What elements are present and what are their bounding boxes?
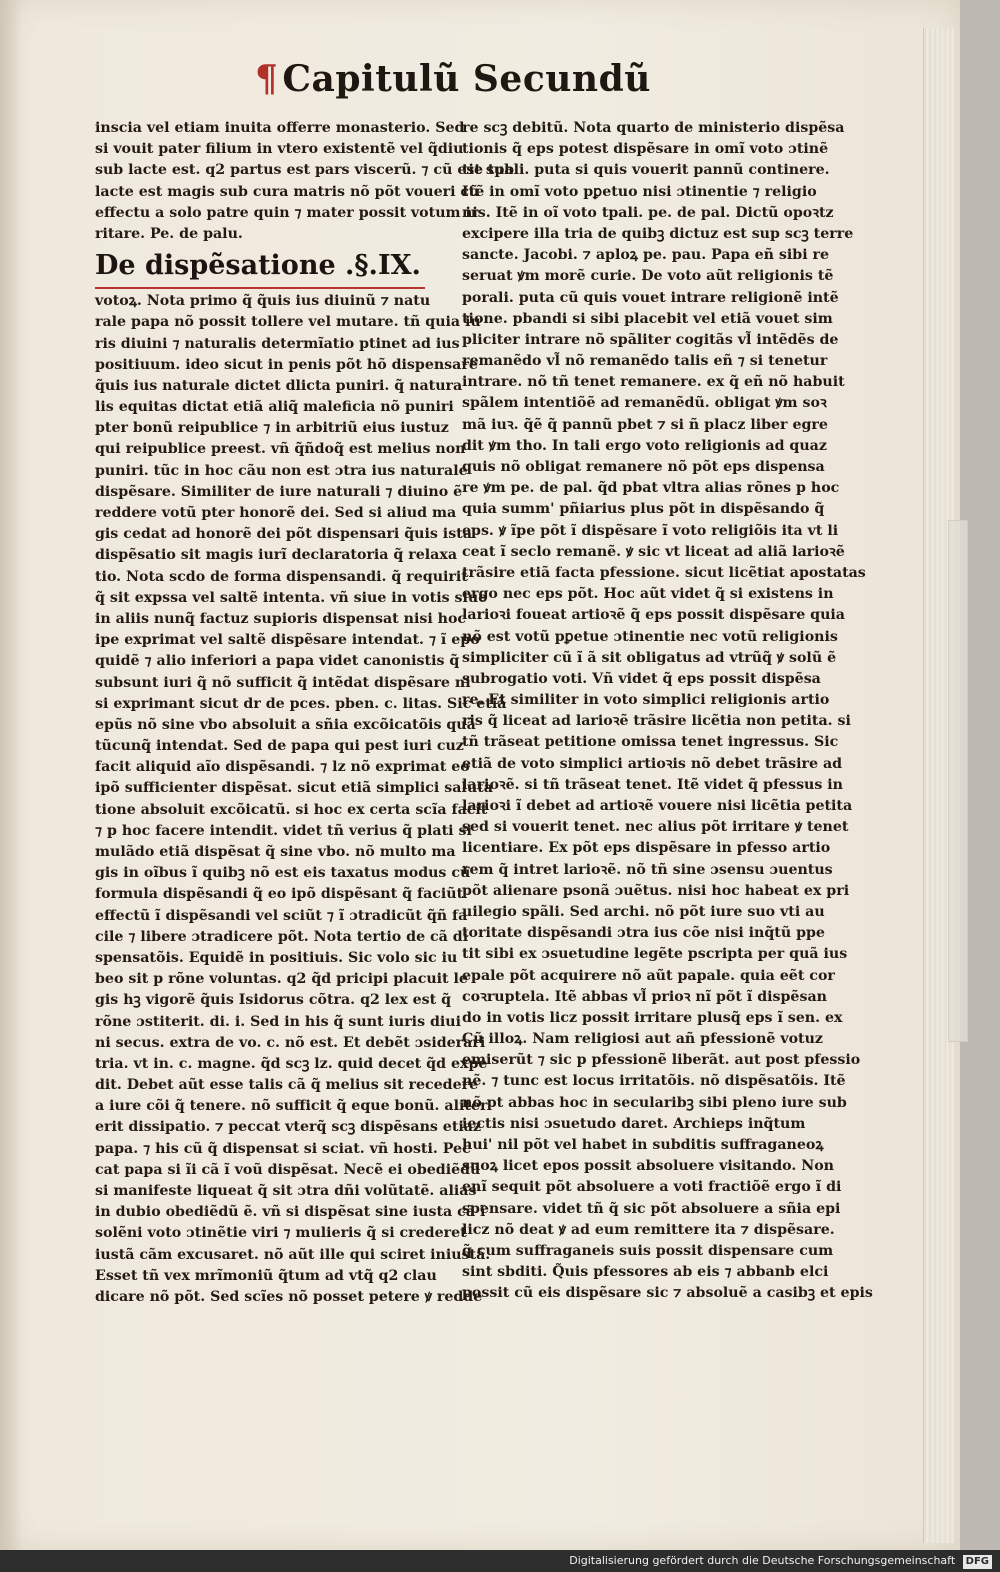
- left-column: [95, 118, 515, 1308]
- text-line: iustã cãm excusaret. nõ aũt ille qui sciret iniustã.: [95, 1246, 491, 1263]
- text-line: seruat ꝟm morẽ curie. De voto aũt religionis tẽ: [462, 268, 834, 285]
- text-line: gis in oĩbus ĩ quibꝫ nõ est eis taxatus modus cũ: [95, 865, 471, 882]
- text-line: tit sibi ex ɔsuetudine legẽte pscripta per quã ius: [462, 946, 848, 963]
- text-line: mã iuꝛ. q̃ẽ q̃ pannũ pbet ⁊ si ñ placz liber egre: [462, 416, 828, 433]
- paper-slip: [948, 520, 968, 1042]
- digitization-footer: [0, 1550, 1000, 1572]
- text-line: dit ꝟm tho. In tali ergo voto religionis ad quaz: [462, 437, 827, 454]
- text-line: rale papa nõ possit tollere vel mutare. tñ quia iu: [95, 314, 481, 331]
- section-heading-text: De dispẽsatione .§.IX.: [95, 250, 421, 282]
- text-line: effectu a solo patre quin ⁊ mater possit votum ir: [95, 204, 479, 221]
- text-line: tria. vt in. c. magne. q̃d scꝫ lz. quid decet q̃d expe: [95, 1055, 488, 1072]
- text-line: positiuum. ideo sicut in penis põt hõ dispensare: [95, 356, 478, 373]
- text-line: porali. puta cũ quis vouet intrare religionẽ intẽ: [462, 289, 839, 306]
- text-line: Cũ illoꝝ. Nam religiosi aut añ pfessionẽ votuz: [462, 1031, 823, 1048]
- text-line: dispẽsatio sit magis iurĩ declaratoria q̃ relaxa: [95, 547, 458, 564]
- text-line: nõ est votũ pꝑetue ɔtinentie nec votũ religionis: [462, 628, 838, 645]
- text-line: excipere illa tria de quibꝫ dictuz est sup scꝫ terre: [462, 225, 854, 242]
- text-line: sancte. Jacobi. ⁊ aploꝝ pe. pau. Papa eñ sibi re: [462, 247, 830, 264]
- text-line: puniri. tũc in hoc cãu non est ɔtra ius naturale: [95, 462, 468, 479]
- text-line: uilegio spãli. Sed archi. nõ põt iure suo vti au: [462, 903, 825, 920]
- text-line: spãlem intentiõẽ ad remanẽdũ. obligat ꝟm soꝛ: [462, 395, 827, 412]
- text-line: a iure cõi q̃ tenere. nõ sufficit q̃ eque bonũ. aliter: [95, 1098, 488, 1115]
- text-line: larioꝛẽ. si tñ trãseat tenet. Itẽ videt q̃ pfessus in: [462, 776, 843, 793]
- text-line: re ꝟm pe. de pal. q̃d pbat vltra alias rõnes p hoc: [462, 480, 840, 497]
- text-line: subrogatio voti. Vñ videt q̃ eps possit dispẽsa: [462, 670, 821, 687]
- text-line: ni secus. extra de vo. c. nõ est. Et debẽt ɔsiderari: [95, 1034, 486, 1051]
- text-line: dispẽsare. Similiter de iure naturali ⁊ diuino ẽ: [95, 483, 463, 500]
- text-line: quia summ' pñiarius plus põt in dispẽsando q̃: [462, 501, 825, 518]
- text-line: sed si vouerit tenet. nec alius põt irritare ꝟ tenet: [462, 819, 849, 836]
- text-line: qui reipublice preest. vñ q̃ñdoq̃ est melius non: [95, 441, 466, 458]
- text-line: q̃ cum suffraganeis suis possit dispensare cum: [462, 1242, 834, 1259]
- page-gutter: [0, 0, 22, 1550]
- text-line: gis hꝫ vigorẽ q̃uis Isidorus cõtra. q2 lex est q̃: [95, 992, 452, 1009]
- text-line: lis equitas dictat etiã aliq̃ maleficia nõ puniri: [95, 399, 454, 416]
- text-line: si manifeste liqueat q̃ sit ɔtra dñi volũtatẽ. alias: [95, 1183, 477, 1199]
- text-line: etiã de voto simplici artioꝛis nõ debet trãsire ad: [462, 755, 843, 772]
- left-top-block: [95, 118, 515, 245]
- text-line: rõne ɔstiterit. di. i. Sed in his q̃ sunt iuris diui: [95, 1013, 462, 1030]
- text-line: ipõ sufficienter dispẽsat. sicut etiã simplici saluta: [95, 780, 493, 797]
- text-line: simpliciter cũ ĩ ã sit obligatus ad vtrũq̃ ꝟ solũ ẽ: [462, 649, 837, 666]
- text-line: ⁊ p hoc facere intendit. videt tñ verius q̃ plati si: [95, 822, 472, 839]
- text-line: mulãdo etiã dispẽsat q̃ sine vbo. nõ multo ma: [95, 844, 456, 860]
- text-line: in aliis nunq̃ factuz supioris dispensat nisi hoc: [95, 610, 467, 627]
- text-line: gis cedat ad honorẽ dei põt dispensari q̃uis ista: [95, 526, 472, 543]
- text-line: re scꝫ debitũ. Nota quarto de ministerio dispẽsa: [462, 120, 845, 136]
- text-line: tione. pbandi si sibi placebit vel etiã vouet sim: [462, 310, 833, 327]
- text-line: erit dissipatio. ⁊ peccat vterq̃ scꝫ dispẽsans etiaz: [95, 1119, 482, 1136]
- text-line: trãsire etiã facta pfessione. sicut licẽtiat apostatas: [462, 564, 866, 581]
- text-line: reddere votũ pter honorẽ dei. Sed si aliud ma: [95, 505, 457, 521]
- running-head-text: Capitulũ Secundũ: [282, 58, 651, 100]
- text-line: epũs nõ sine vbo absoluit a sñia excõicatõis quã: [95, 716, 476, 733]
- text-line: q̃uis ius naturale dictet dlicta puniri. q̃ natura: [95, 377, 463, 394]
- text-line: toritate dispẽsandi ɔtra ius cõe nisi inq̃tũ ppe: [462, 925, 825, 942]
- footer-text: Digitalisierung gefördert durch die Deutsche Forschungsgemeinschaft: [569, 1554, 956, 1567]
- text-line: cat papa si ĩi cã ĩ voũ dispẽsat. Necẽ ei obediẽdũ: [95, 1161, 481, 1178]
- text-line: larioꝛi foueat artioꝛẽ q̃ eps possit dispẽsare quia: [462, 607, 845, 624]
- text-line: Itẽ in omĩ voto pꝑetuo nisi ɔtinentie ⁊ religio: [462, 183, 817, 200]
- text-line: in dubio obediẽdũ ẽ. vñ si dispẽsat sine iusta cã ĩ: [95, 1204, 486, 1221]
- text-line: dit. Debet aũt esse talis cã q̃ melius sit recedere: [95, 1077, 479, 1094]
- text-line: nõ pt abbas hoc in secularibꝫ sibi pleno iure sub: [462, 1094, 847, 1111]
- text-line: ceat ĩ seclo remanẽ. ꝟ sic vt liceat ad aliã larioꝛẽ: [462, 543, 845, 560]
- text-line: hui' nil põt vel habet in subditis suffraganeoꝝ: [462, 1137, 824, 1153]
- text-line: possit cũ eis dispẽsare sic ⁊ absoluẽ a casibꝫ et epis: [462, 1285, 873, 1302]
- text-line: ergo nec eps põt. Hoc aũt videt q̃ si existens in: [462, 586, 834, 603]
- right-column: [462, 118, 873, 1305]
- text-line: effectũ ĩ dispẽsandi vel sciũt ⁊ ĩ ɔtradicũt q̃ñ fa: [95, 907, 468, 924]
- text-line: si vouit pater filium in vtero existentẽ vel q̃diu: [95, 141, 464, 158]
- text-line: rem q̃ intret larioꝛẽ. nõ tñ sine ɔsensu ɔuentus: [462, 861, 833, 878]
- text-line: ritare. Pe. de palu.: [95, 225, 243, 242]
- text-line: sint sbditi. Q̃uis pfessores ab eis ⁊ abbanb elci: [462, 1264, 829, 1281]
- text-line: ipe exprimat vel saltẽ dispẽsare intendat. ⁊ ĩ epo: [95, 632, 480, 649]
- text-line: cile ⁊ libere ɔtradicere põt. Nota tertio de cã di: [95, 928, 469, 945]
- text-line: eps. ꝟ ĩpe põt ĩ dispẽsare ĩ voto religiõis ita vt li: [462, 522, 839, 539]
- text-line: ris diuini ⁊ naturalis determĩatio ptinet ad ius: [95, 335, 460, 352]
- text-line: do in votis licz possit irritare plusq̃ eps ĩ sen. ex: [462, 1009, 843, 1026]
- section-heading: [95, 245, 425, 289]
- text-line: tio. Nota scdo de forma dispensandi. q̃ requirit: [95, 568, 468, 585]
- text-line: tie tpali. puta si quis vouerit pannũ continere.: [462, 162, 830, 179]
- text-line: quis nõ obligat remanere nõ põt eps dispensa: [462, 459, 825, 475]
- text-line: q̃ sit expssa vel saltẽ intenta. vñ siue in votis siue: [95, 589, 488, 606]
- text-line: licz nõ deat ꝟ ad eum remittere ita ⁊ dispẽsare.: [462, 1221, 835, 1238]
- text-line: larioꝛi ĩ debet ad artioꝛẽ vouere nisi licẽtia petita: [462, 798, 853, 814]
- text-line: papa. ⁊ his cũ q̃ dispensat si sciat. vñ hosti. Pec: [95, 1140, 471, 1157]
- text-line: enĩ sequit põt absoluere a voti fractiõẽ ergo ĩ di: [462, 1179, 842, 1196]
- text-line: licentiare. Ex põt eps dispẽsare in pfesso artio: [462, 840, 831, 857]
- text-line: tione absoluit excõicatũ. si hoc ex certa scĩa facit: [95, 801, 488, 818]
- dfg-logo: DFG: [963, 1555, 992, 1569]
- text-line: tũcunq̃ intendat. Sed de papa qui pest iuri cuz: [95, 738, 464, 755]
- text-line: ris q̃ liceat ad larioꝛẽ trãsire licẽtia non petita. si: [462, 713, 851, 730]
- right-body-block: [462, 118, 873, 1305]
- text-line: coꝛruptela. Itẽ abbas vl̃ prioꝛ nĩ põt ĩ dispẽsan: [462, 988, 827, 1005]
- text-line: tionis q̃ eps potest dispẽsare in omĩ voto ɔtinẽ: [462, 141, 829, 158]
- text-line: epale põt acquirere nõ aũt papale. quia eẽt cor: [462, 967, 835, 984]
- text-line: solẽni voto ɔtinẽtie viri ⁊ mulieris q̃ si crederet: [95, 1225, 467, 1242]
- text-line: inscia vel etiam inuita offerre monasterio. Sed: [95, 120, 465, 136]
- text-line: Esset tñ vex mrĩmoniũ q̃tum ad vtq̃ q2 clau: [95, 1267, 437, 1284]
- paragraph-mark-icon: ¶: [255, 58, 279, 100]
- text-line: lacte est magis sub cura matris nõ põt voueri cũ: [95, 183, 480, 200]
- text-line: emiserũt ⁊ sic p pfessionẽ liberãt. aut post pfessio: [462, 1052, 861, 1069]
- text-line: votoꝝ. Nota primo q̃ q̃uis ius diuinũ ⁊ natu: [95, 293, 431, 310]
- text-line: remanẽdo vl̃ nõ remanẽdo talis eñ ⁊ si tenetur: [462, 353, 828, 370]
- text-line: spensatõis. Equidẽ in positiuis. Sic volo sic iu: [95, 949, 458, 966]
- text-line: intrare. nõ tñ tenet remanere. ex q̃ eñ nõ habuit: [462, 374, 845, 391]
- text-line: formula dispẽsandi q̃ eo ipõ dispẽsant q̃ faciũt: [95, 886, 464, 903]
- text-line: nẽ. ⁊ tunc est locus irritatõis. nõ dispẽsatõis. Itẽ: [462, 1073, 846, 1090]
- text-line: nis. Itẽ in oĩ voto tpali. pe. de pal. Dictũ opoꝛtz: [462, 204, 834, 221]
- text-line: põt alienare psonã ɔuẽtus. nisi hoc habeat ex pri: [462, 882, 850, 899]
- text-line: sub lacte est. q2 partus est pars viscerũ. ⁊ cũ est sub: [95, 162, 515, 179]
- running-head: [255, 58, 651, 100]
- left-body-block: [95, 291, 507, 1308]
- text-line: pliciter intrare nõ spãliter cogitãs vl̃ intẽdẽs de: [462, 331, 839, 348]
- text-line: spensare. videt tñ q̃ sic põt absoluere a sñia epi: [462, 1200, 841, 1217]
- text-line: beo sit p rõne voluntas. q2 q̃d pricipi placuit le: [95, 971, 468, 988]
- text-line: dicare nõ põt. Sed scĩes nõ posset petere ꝟ redde: [95, 1288, 483, 1305]
- text-line: pter bonũ reipublice ⁊ in arbitriũ eius iustuz: [95, 420, 449, 437]
- text-line: iectis nisi ɔsuetudo daret. Archieps inq̃tum: [462, 1115, 806, 1132]
- text-line: facit aliquid aĩo dispẽsandi. ⁊ lz nõ exprimat eo: [95, 759, 470, 776]
- text-line: tñ trãseat petitione omissa tenet ingressus. Sic: [462, 734, 839, 751]
- text-line: re. Et similiter in voto simplici religionis artio: [462, 692, 830, 709]
- text-line: quidẽ ⁊ alio inferiori a papa videt canonistis q̃: [95, 653, 460, 670]
- text-line: suoꝝ licet epos possit absoluere visitando. Non: [462, 1158, 834, 1175]
- text-line: si exprimant sicut dr de pces. pben. c. litas. Sic etiã: [95, 695, 507, 712]
- text-line: subsunt iuri q̃ nõ sufficit q̃ intẽdat dispẽsare ni: [95, 674, 471, 691]
